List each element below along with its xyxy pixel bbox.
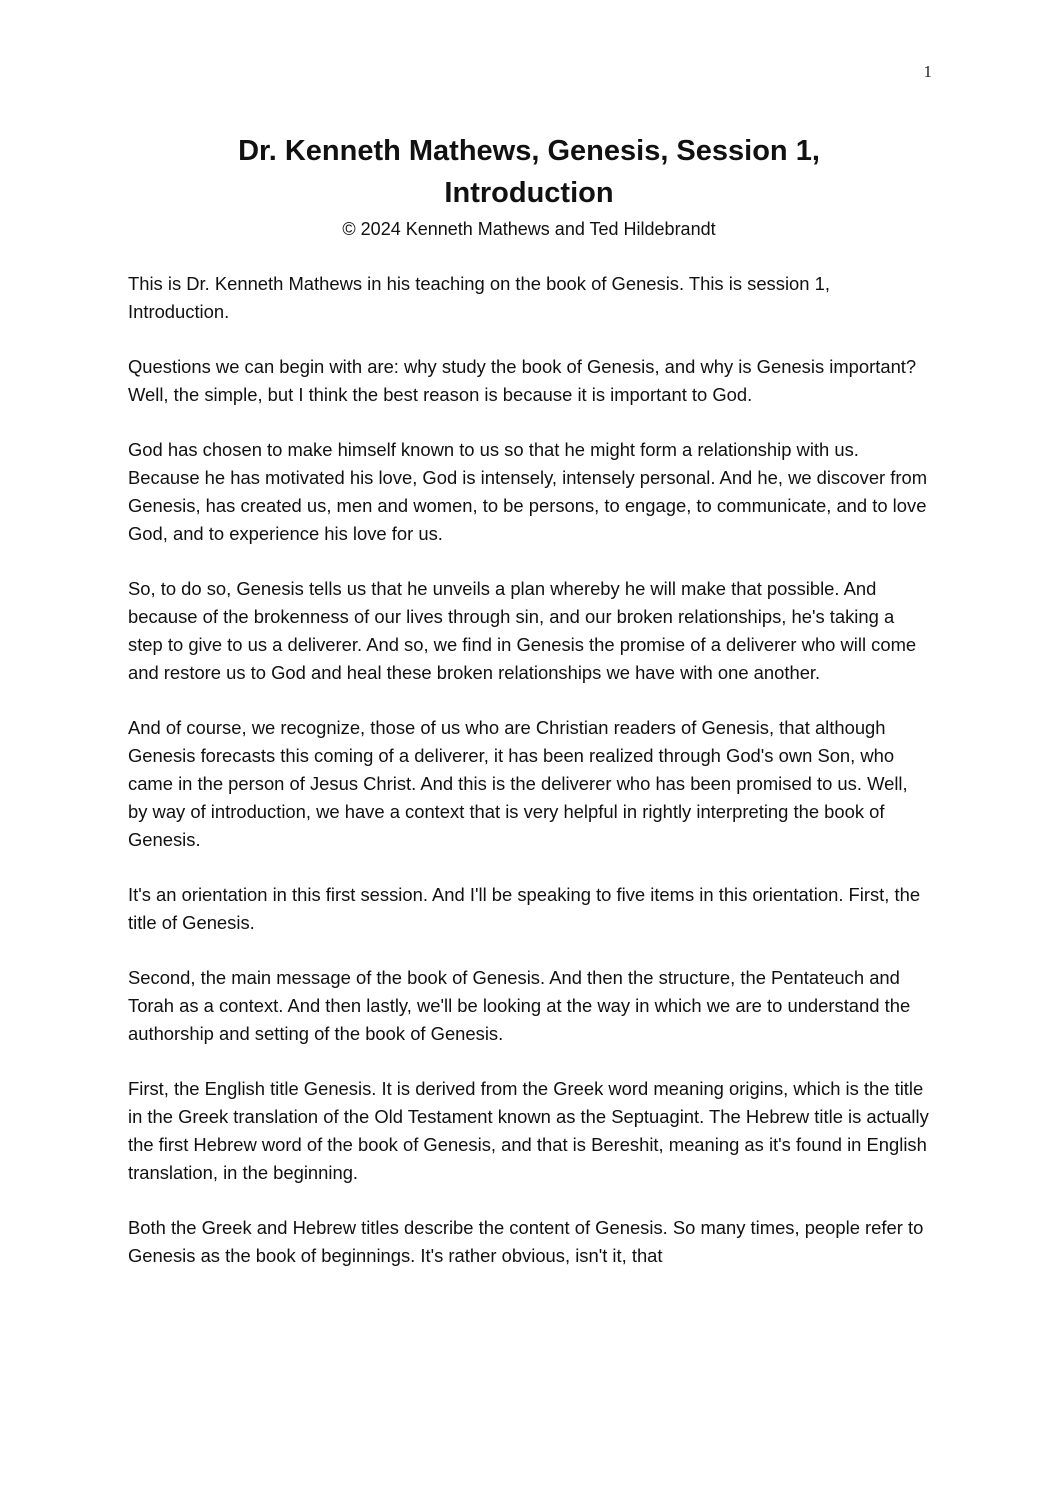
paragraph: This is Dr. Kenneth Mathews in his teaching on the book of Genesis. This is session 1, Introduction. [128,273,830,322]
document-title [128,130,930,214]
page-number: 1 [923,62,932,81]
document-header [128,130,930,242]
title-line-2: Introduction [444,177,614,209]
title-line-1: Dr. Kenneth Mathews, Genesis, Session 1, [238,135,820,167]
copyright-notice: © 2024 Kenneth Mathews and Ted Hildebrandt [342,219,716,239]
paragraph: First, the English title Genesis. It is derived from the Greek word meaning origins, which is the title in the Greek translation of the Old Testament known as the Septuagint. The Hebrew title is actually the first Hebrew word of the book of Genesis, and that is Bereshit, meaning as it's found in English translation, in the beginning. [128,1078,929,1183]
paragraph: Questions we can begin with are: why study the book of Genesis, and why is Genesis important? Well, the simple, but I think the best reason is because it is important to God. [128,356,917,405]
paragraph: Both the Greek and Hebrew titles describe the content of Genesis. So many times, people refer to Genesis as the book of beginnings. It's rather obvious, isn't it, that [128,1217,924,1266]
paragraph: It's an orientation in this first session. And I'll be speaking to five items in this orientation. First, the title of Genesis. [128,884,921,933]
paragraph: And of course, we recognize, those of us who are Christian readers of Genesis, that although Genesis forecasts this coming of a deliverer, it has been realized through God's own Son, who came in the person of Jesus Christ. And this is the deliverer who has been promised to us. Well, by way of introduction, we have a context that is very helpful in rightly interpreting the book of Genesis. [128,717,908,850]
paragraph: Second, the main message of the book of Genesis. And then the structure, the Pentateuch and Torah as a context. And then lastly, we'll be looking at the way in which we are to understand the authorship and setting of the book of Genesis. [128,967,911,1044]
paragraph: So, to do so, Genesis tells us that he unveils a plan whereby he will make that possible. And because of the brokenness of our lives through sin, and our broken relationships, he's taking a step to give to us a deliverer. And so, we find in Genesis the promise of a deliverer who will come and restore us to God and heal these broken relationships we have with one another. [128,578,917,683]
paragraph: God has chosen to make himself known to us so that he might form a relationship with us. Because he has motivated his love, God is intensely, intensely personal. And he, we discover from Genesis, has created us, men and women, to be persons, to engage, to communicate, and to love God, and to experience his love for us. [128,439,928,544]
document-body [128,270,932,1297]
